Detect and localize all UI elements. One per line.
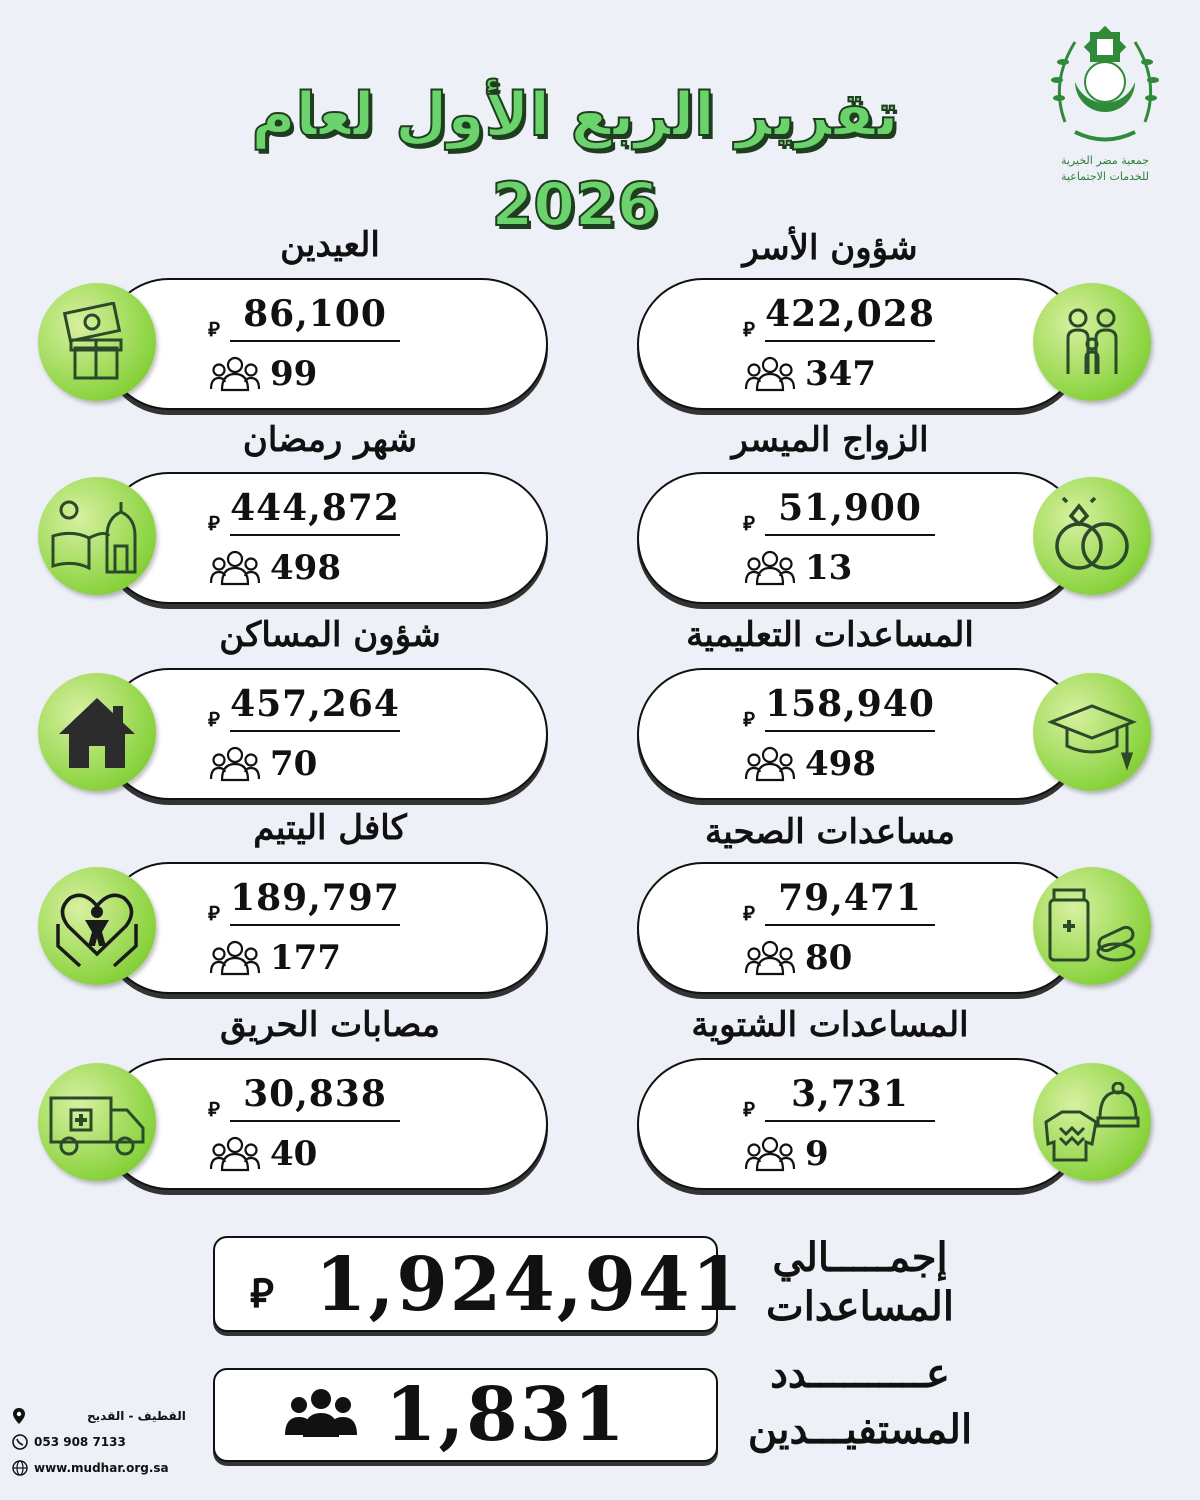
card-title: شؤون المساكن (219, 615, 441, 655)
total-beneficiaries-value: 1,831 (385, 1372, 627, 1458)
card-divider (765, 1120, 935, 1122)
total-aid-label-line1: إجمـــــالي (772, 1234, 948, 1281)
footer-website-text[interactable]: www.mudhar.org.sa (34, 1461, 169, 1475)
people-icon (745, 550, 795, 590)
whatsapp-icon (12, 1434, 28, 1450)
currency-symbol: ⃁ (208, 901, 220, 925)
currency-symbol: ⃁ (743, 317, 755, 341)
card-title: مساعدات الصحية (704, 812, 956, 852)
organization-name-line1: جمعية مضر الخيرية (1060, 154, 1150, 167)
people-icon (745, 940, 795, 980)
card-title: المساعدات التعليمية (686, 615, 974, 655)
people-icon (210, 356, 260, 396)
group-people-icon (285, 1385, 357, 1441)
logo-emblem-icon (1045, 22, 1165, 152)
currency-symbol: ⃁ (743, 707, 755, 731)
currency-symbol: ⃁ (208, 317, 220, 341)
total-aid-value: 1,924,941 (315, 1242, 745, 1328)
total-beneficiaries-label-line2: المستفيـــدين (747, 1406, 973, 1453)
ambulance-icon (38, 1063, 156, 1181)
footer-location-text: القطيف - القديح (87, 1409, 186, 1423)
card-title: شهر رمضان (242, 420, 418, 460)
card-amount: 3,731 (791, 1073, 909, 1115)
currency-symbol: ⃁ (208, 707, 220, 731)
house-icon (38, 673, 156, 791)
currency-symbol: ⃁ (743, 1097, 755, 1121)
people-icon (745, 356, 795, 396)
card-amount: 457,264 (230, 683, 400, 725)
card-title: كافل اليتيم (253, 808, 407, 848)
card-beneficiaries: 9 (805, 1134, 829, 1174)
people-icon (745, 1136, 795, 1176)
card-beneficiaries: 99 (270, 354, 318, 394)
footer-phone-text[interactable]: 053 908 7133 (34, 1435, 126, 1449)
card-divider (765, 730, 935, 732)
people-icon (210, 550, 260, 590)
card-amount: 189,797 (230, 877, 400, 919)
card-divider (230, 1120, 400, 1122)
card-amount: 422,028 (765, 293, 935, 335)
mosque-quran-icon (38, 477, 156, 595)
card-title: العيدين (280, 225, 380, 265)
organization-name-line2: للخدمات الاجتماعية (1061, 170, 1149, 183)
card-divider (765, 534, 935, 536)
money-gift-icon (38, 283, 156, 401)
card-beneficiaries: 177 (270, 938, 341, 978)
people-icon (745, 746, 795, 786)
card-divider (765, 340, 935, 342)
card-beneficiaries: 80 (805, 938, 853, 978)
card-amount: 30,838 (243, 1073, 387, 1115)
card-title: شؤون الأسر (742, 228, 918, 268)
currency-symbol: ⃁ (743, 901, 755, 925)
graduation-cap-icon (1033, 673, 1151, 791)
card-beneficiaries: 13 (805, 548, 853, 588)
card-amount: 79,471 (778, 877, 922, 919)
card-divider (230, 730, 400, 732)
footer-phone (12, 1434, 222, 1450)
card-divider (230, 534, 400, 536)
card-amount: 158,940 (765, 683, 935, 725)
globe-icon (12, 1460, 28, 1476)
currency-symbol: ⃁ (208, 1097, 220, 1121)
total-aid-label-line2: المساعدات (766, 1283, 954, 1330)
total-beneficiaries-label-line1: عــــــــــدد (770, 1350, 950, 1397)
card-amount: 444,872 (230, 487, 400, 529)
card-beneficiaries: 70 (270, 744, 318, 784)
people-icon (210, 1136, 260, 1176)
medicine-icon (1033, 867, 1151, 985)
currency-symbol: ⃁ (250, 1271, 274, 1317)
winter-clothes-icon (1033, 1063, 1151, 1181)
card-title: مصابات الحريق (219, 1005, 441, 1045)
card-beneficiaries: 347 (805, 354, 876, 394)
card-divider (230, 924, 400, 926)
card-beneficiaries: 498 (805, 744, 876, 784)
people-icon (210, 746, 260, 786)
footer-location (12, 1408, 222, 1424)
card-beneficiaries: 498 (270, 548, 341, 588)
page-title: تقرير الربع الأول لعام 2026 (251, 80, 899, 240)
card-amount: 51,900 (778, 487, 922, 529)
location-pin-icon (12, 1408, 26, 1424)
footer-website (12, 1460, 222, 1476)
card-amount: 86,100 (243, 293, 387, 335)
people-icon (210, 940, 260, 980)
card-title: الزواج الميسر (731, 420, 929, 460)
card-title: المساعدات الشتوية (691, 1005, 969, 1045)
organization-logo (1040, 22, 1170, 202)
currency-symbol: ⃁ (208, 511, 220, 535)
card-divider (230, 340, 400, 342)
card-beneficiaries: 40 (270, 1134, 318, 1174)
family-icon (1033, 283, 1151, 401)
currency-symbol: ⃁ (743, 511, 755, 535)
card-divider (765, 924, 935, 926)
rings-icon (1033, 477, 1151, 595)
child-care-icon (38, 867, 156, 985)
